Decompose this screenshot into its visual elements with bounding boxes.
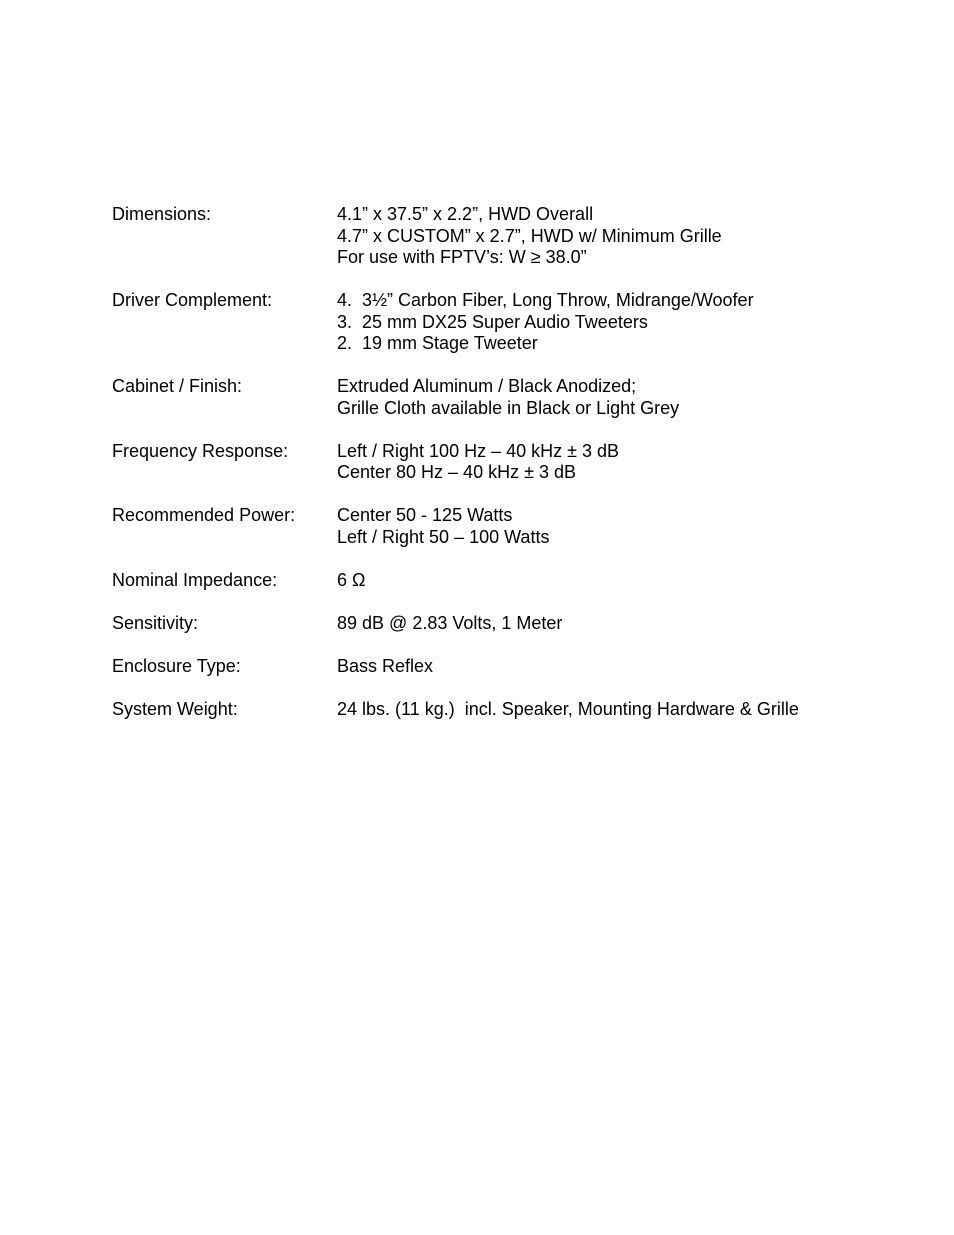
spec-value-line: Center 50 - 125 Watts xyxy=(337,505,513,525)
spec-values xyxy=(337,505,872,548)
spec-label: Sensitivity: xyxy=(112,612,199,633)
spec-value-line: Extruded Aluminum / Black Anodized; xyxy=(337,376,637,396)
spec-label: Frequency Response: xyxy=(112,440,289,461)
spec-row-frequency-response xyxy=(112,441,872,484)
spec-label: Cabinet / Finish: xyxy=(112,376,243,396)
spec-value-line: Grille Cloth available in Black or Light Grey xyxy=(337,397,680,418)
spec-values xyxy=(337,570,872,592)
spec-label: Nominal Impedance: xyxy=(112,569,278,590)
spec-row-dimensions xyxy=(112,204,872,269)
spec-row-system-weight xyxy=(112,699,872,721)
spec-values xyxy=(337,204,872,269)
spec-value-line: For use with FPTV’s: W ≥ 38.0” xyxy=(337,247,587,267)
spec-value-line: 3. 25 mm DX25 Super Audio Tweeters xyxy=(337,311,648,332)
spec-label: System Weight: xyxy=(112,698,238,719)
spec-sheet xyxy=(112,204,872,742)
spec-value-line: 4.7” x CUSTOM” x 2.7”, HWD w/ Minimum Grille xyxy=(337,225,722,246)
spec-values xyxy=(337,290,872,355)
spec-row-enclosure-type xyxy=(112,656,872,678)
spec-row-driver-complement xyxy=(112,290,872,355)
spec-label: Driver Complement: xyxy=(112,290,273,310)
spec-value-line: 89 dB @ 2.83 Volts, 1 Meter xyxy=(337,612,563,633)
spec-row-cabinet-finish xyxy=(112,376,872,419)
spec-value-line: Left / Right 100 Hz – 40 kHz ± 3 dB xyxy=(337,440,620,461)
spec-value-line: 2. 19 mm Stage Tweeter xyxy=(337,333,538,353)
spec-label: Recommended Power: xyxy=(112,505,296,525)
spec-row-nominal-impedance xyxy=(112,570,872,592)
spec-row-recommended-power xyxy=(112,505,872,548)
spec-value-line: 6 Ω xyxy=(337,569,366,590)
spec-value-line: 4.1” x 37.5” x 2.2”, HWD Overall xyxy=(337,204,594,224)
spec-value-line: Center 80 Hz – 40 kHz ± 3 dB xyxy=(337,462,576,482)
spec-value-line: 24 lbs. (11 kg.) incl. Speaker, Mounting Hardware & Grille xyxy=(337,698,799,719)
spec-value-line: 4. 3½” Carbon Fiber, Long Throw, Midrange/Woofer xyxy=(337,290,754,310)
spec-values xyxy=(337,376,872,419)
spec-values xyxy=(337,613,872,635)
spec-label: Enclosure Type: xyxy=(112,655,241,676)
spec-value-line: Bass Reflex xyxy=(337,655,434,676)
spec-row-sensitivity xyxy=(112,613,872,635)
spec-label: Dimensions: xyxy=(112,204,212,224)
spec-values xyxy=(337,699,872,721)
spec-value-line: Left / Right 50 – 100 Watts xyxy=(337,526,550,547)
spec-values xyxy=(337,441,872,484)
spec-values xyxy=(337,656,872,678)
